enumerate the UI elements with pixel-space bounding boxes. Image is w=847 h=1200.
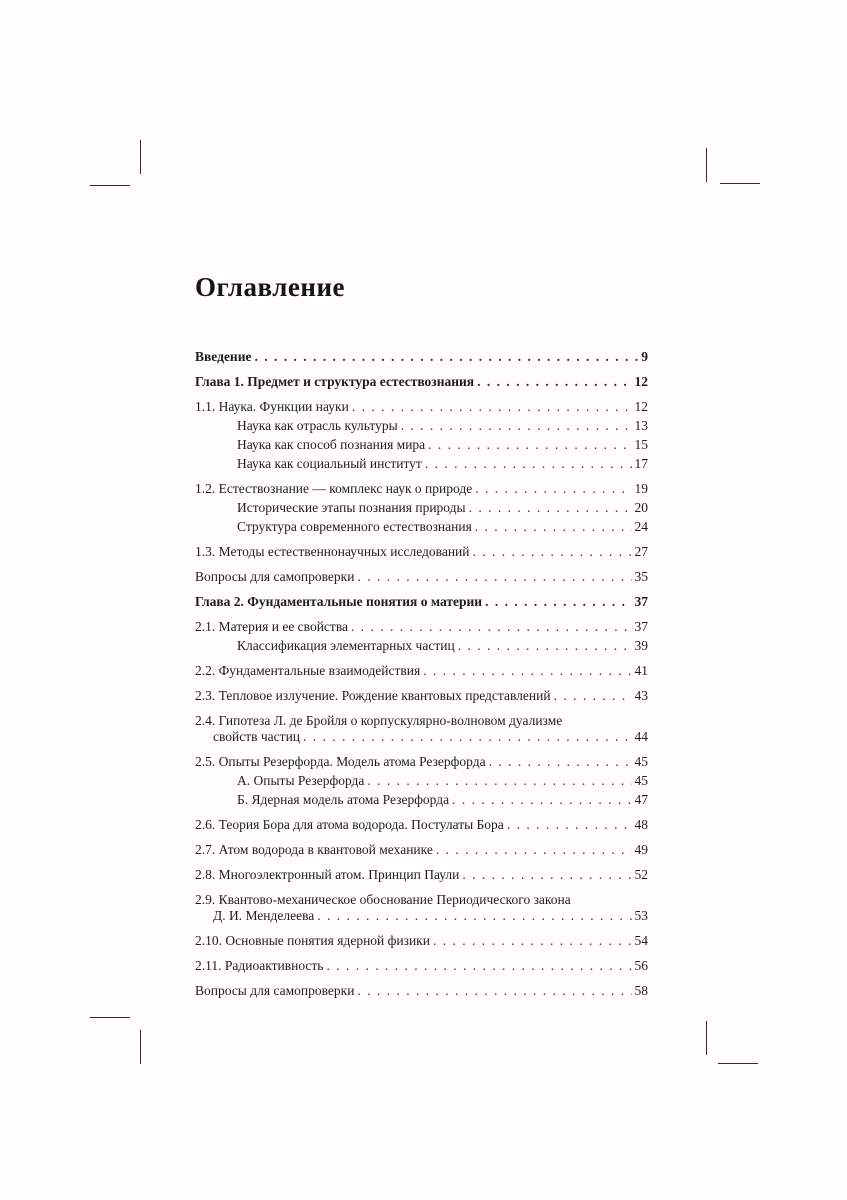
toc-dot-leader [485,594,631,610]
toc-page-number: 45 [634,754,648,769]
toc-entry-row [237,773,648,789]
toc-entry [195,663,648,679]
toc-dot-leader [452,792,631,808]
toc-entry-row [195,349,648,365]
toc-entry-row [195,544,648,560]
toc-entry [195,374,648,390]
toc-page-number: 54 [634,933,648,948]
toc-entry [195,688,648,704]
toc-page-number: 35 [634,569,648,584]
toc-entry-text: 1.2. Естествознание — комплекс наук о природе [195,481,473,496]
toc-entry [195,983,648,999]
toc-dot-leader [425,456,632,472]
toc-page-number: 12 [634,399,648,414]
toc-entry-text: Наука как способ познания мира [237,437,426,452]
crop-mark-top-left-vertical [140,140,141,174]
toc-entry [195,569,648,585]
toc-entry-row [237,456,648,472]
toc-list [195,349,648,999]
toc-entry [195,638,648,654]
toc-page-number: 24 [634,519,648,534]
toc-page-number: 19 [634,481,648,496]
toc-page-number: 37 [634,619,648,634]
toc-entry [195,544,648,560]
toc-entry-row [195,399,648,415]
crop-mark-bottom-left-horizontal [90,1017,130,1018]
toc-page-number: 43 [634,688,648,703]
toc-entry-row [195,663,648,679]
toc-entry-row [237,418,648,434]
toc-page-number: 17 [634,456,648,471]
toc-entry [195,500,648,516]
toc-dot-leader [554,688,632,704]
toc-entry-row [237,792,648,808]
toc-page-number: 45 [634,773,648,788]
toc-entry-text: 2.7. Атом водорода в квантовой механике [195,842,433,857]
toc-entry-text: 2.10. Основные понятия ядерной физики [195,933,430,948]
toc-entry [195,773,648,789]
toc-page-number: 53 [634,908,648,923]
toc-dot-leader [357,569,631,585]
toc-page-number: 52 [634,867,648,882]
crop-mark-top-left-horizontal [90,185,130,186]
toc-entry-text: 2.11. Радиоактивность [195,958,324,973]
toc-entry [195,437,648,453]
toc-page-number: 13 [634,418,648,433]
toc-page-number: 27 [634,544,648,559]
toc-entry-text: 2.2. Фундаментальные взаимодействия [195,663,421,678]
toc-page-number: 41 [634,663,648,678]
crop-mark-bottom-right-horizontal [718,1063,758,1064]
toc-dot-leader [428,437,631,453]
toc-entry-text: Глава 2. Фундаментальные понятия о материи [195,594,483,609]
toc-entry [195,892,648,924]
page-content [195,272,648,999]
toc-page-number: 49 [634,842,648,857]
toc-dot-leader [352,399,632,415]
toc-entry-row [195,481,648,497]
toc-page-number: 9 [641,349,648,364]
toc-entry-text: 1.1. Наука. Функции науки [195,399,349,414]
toc-entry-text: 1.3. Методы естественнонаучных исследований [195,544,470,559]
toc-entry-row [195,729,648,745]
toc-page-number: 47 [634,792,648,807]
toc-page-number: 12 [634,374,648,389]
toc-page-number: 15 [634,437,648,452]
toc-dot-leader [507,817,632,833]
toc-entry-row [237,638,648,654]
toc-page-number: 44 [634,729,648,744]
toc-entry-text: свойств частиц [213,729,301,744]
toc-dot-leader [423,663,631,679]
toc-dot-leader [489,754,632,770]
toc-entry-row [195,908,648,924]
toc-entry [195,792,648,808]
toc-entry-text: А. Опыты Резерфорда [237,773,365,788]
toc-dot-leader [303,729,631,745]
toc-entry [195,713,648,745]
toc-entry-text: 2.8. Многоэлектронный атом. Принцип Паули [195,867,460,882]
toc-entry-row [195,983,648,999]
toc-entry-row [195,817,648,833]
toc-dot-leader [458,638,632,654]
toc-dot-leader [254,349,638,365]
crop-mark-bottom-right-vertical [706,1021,707,1055]
toc-entry-text: Д. И. Менделеева [213,908,315,923]
toc-entry-text: Б. Ядерная модель атома Резерфорда [237,792,450,807]
toc-entry-row [237,500,648,516]
toc-entry-row [195,594,648,610]
toc-entry-text: Вопросы для самопроверки [195,569,355,584]
toc-entry [195,349,648,365]
toc-entry [195,754,648,770]
toc-dot-leader [462,867,631,883]
toc-dot-leader [436,842,632,858]
toc-entry-row [195,958,648,974]
toc-entry [195,867,648,883]
toc-dot-leader [477,374,631,390]
toc-entry [195,619,648,635]
toc-entry-row [195,933,648,949]
toc-page-number: 37 [634,594,648,609]
toc-page-number: 48 [634,817,648,832]
crop-mark-bottom-left-vertical [140,1030,141,1064]
toc-page-number: 20 [634,500,648,515]
toc-entry-text: 2.6. Теория Бора для атома водорода. Постулаты Бора [195,817,504,832]
toc-entry-row [237,437,648,453]
page-title: Оглавление [195,272,345,302]
toc-entry [195,399,648,415]
toc-entry-row [195,842,648,858]
toc-entry-text: Вопросы для самопроверки [195,983,355,998]
toc-page-number: 56 [634,958,648,973]
toc-entry-text: 2.5. Опыты Резерфорда. Модель атома Резерфорда [195,754,486,769]
toc-entry-row [195,688,648,704]
toc-dot-leader [475,519,632,535]
toc-dot-leader [401,418,632,434]
toc-entry-first-line: 2.4. Гипотеза Л. де Бройля о корпускулярно-волновом дуализме [195,713,563,728]
toc-entry-text: Введение [195,349,252,364]
toc-entry [195,958,648,974]
toc-entry-text: Классификация элементарных частиц [237,638,455,653]
toc-dot-leader [473,544,632,560]
toc-entry-text: Наука как отрасль культуры [237,418,398,433]
toc-entry-first-line: 2.9. Квантово-механическое обоснование Периодического закона [195,892,571,907]
crop-mark-top-right-vertical [706,148,707,182]
toc-entry-text: 2.1. Материя и ее свойства [195,619,349,634]
toc-entry [195,933,648,949]
toc-entry-row [195,619,648,635]
toc-entry-row [195,569,648,585]
toc-dot-leader [317,908,631,924]
toc-dot-leader [351,619,631,635]
toc-page-number: 39 [634,638,648,653]
toc-entry-text: Наука как социальный институт [237,456,422,471]
toc-entry-text: Глава 1. Предмет и структура естествознания [195,374,475,389]
toc-entry [195,481,648,497]
toc-entry [195,456,648,472]
toc-page-number: 58 [634,983,648,998]
toc-entry-row [237,519,648,535]
crop-mark-top-right-horizontal [720,183,760,184]
toc-entry [195,418,648,434]
toc-dot-leader [367,773,631,789]
toc-dot-leader [326,958,631,974]
toc-entry [195,842,648,858]
toc-entry-text: Исторические этапы познания природы [237,500,466,515]
toc-entry-row [195,754,648,770]
toc-dot-leader [469,500,632,516]
toc-entry [195,817,648,833]
toc-entry-row [195,867,648,883]
toc-dot-leader [475,481,631,497]
toc-entry-text: 2.3. Тепловое излучение. Рождение квантовых представлений [195,688,551,703]
toc-entry [195,594,648,610]
toc-dot-leader [433,933,632,949]
toc-entry [195,519,648,535]
toc-entry-text: Структура современного естествознания [237,519,472,534]
toc-dot-leader [357,983,631,999]
toc-entry-row [195,374,648,390]
